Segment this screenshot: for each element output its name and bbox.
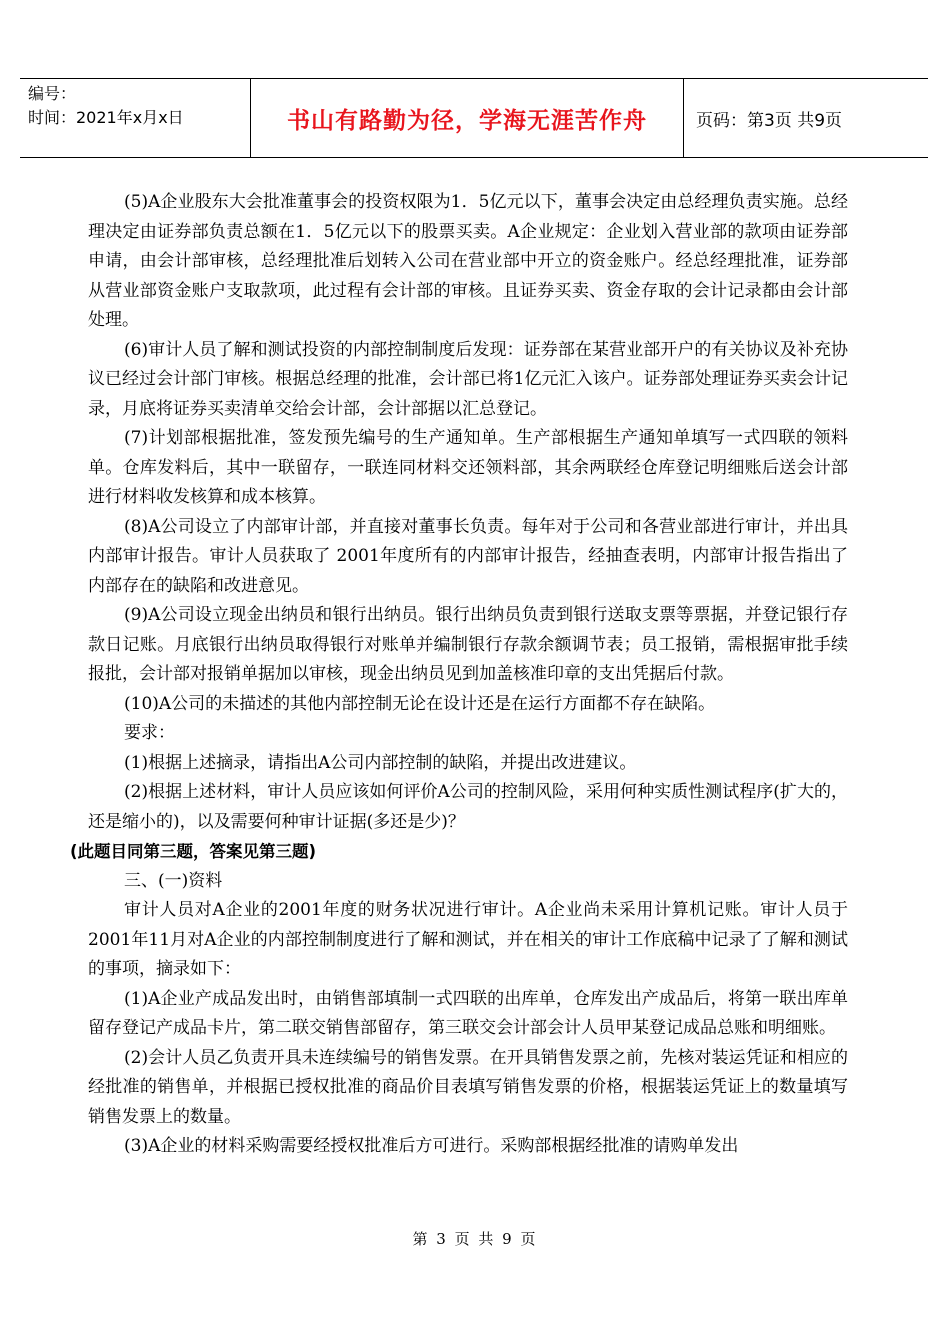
paragraph-9: (9)A公司设立现金出纳员和银行出纳员。银行出纳员负责到银行送取支票等票据，并登记银行存款日记账。月底银行出纳员取得银行对账单并编制银行存款余额调节表；员工报销，需根据审批手续报批，会计部对报销单据加以审核，现金出纳员见到加盖核准印章的支出凭据后付款。	[88, 605, 848, 684]
section-3-intro: 审计人员对A企业的2001年度的财务状况进行审计。A企业尚未采用计算机记账。审计人员于2001年11月对A企业的内部控制制度进行了解和测试，并在相关的审计工作底稿中记录了了解和测试的事项，摘录如下：	[88, 900, 848, 979]
paragraph-10: (10)A公司的未描述的其他内部控制无论在设计还是在运行方面都不存在缺陷。	[124, 693, 716, 714]
page-footer: 第 3 页 共 9 页	[412, 1230, 538, 1248]
paragraph-8: (8)A公司设立了内部审计部，并直接对董事长负责。每年对于公司和各营业部进行审计，并出具内部审计报告。审计人员获取了 2001年度所有的内部审计报告，经抽查表明，内部审计报告指出了内部存在的缺陷和改进意见。	[88, 516, 848, 596]
page-header	[20, 78, 928, 158]
document-body	[70, 188, 848, 1162]
document-number-label: 编号：	[28, 84, 77, 103]
requirements-heading: 要求：	[124, 723, 175, 743]
section-3-heading: 三、(一)资料	[124, 870, 223, 891]
document-time-label: 时间：2021年x月x日	[28, 108, 184, 127]
paragraph-6: (6)审计人员了解和测试投资的内部控制制度后发现：证券部在某营业部开户的有关协议及补充协议已经过会计部门审核。根据总经理的批准，会计部已将1亿元汇入该户。证券部处理证券买卖会计记录，月底将证券买卖清单交给会计部，会计部据以汇总登记。	[88, 339, 848, 419]
section-3-item-2: (2)会计人员乙负责开具未连续编号的销售发票。在开具销售发票之前，先核对装运凭证和相应的经批准的销售单，并根据已授权批准的商品价目表填写销售发票的价格，根据装运凭证上的数量填写销售发票上的数量。	[88, 1047, 848, 1127]
requirement-2: (2)根据上述材料，审计人员应该如何评价A公司的控制风险，采用何种实质性测试程序(扩大的，还是缩小的)，以及需要何种审计证据(多还是少)？	[88, 782, 848, 832]
answer-note: (此题目同第三题，答案见第三题)	[70, 842, 317, 861]
paragraph-5: (5)A企业股东大会批准董事会的投资权限为1．5亿元以下，董事会决定由总经理负责实施。总经理决定由证券部负责总额在1．5亿元以下的股票买卖。A企业规定：企业划入营业部的款项由证券部申请，由会计部审核，总经理批准后划转入公司在营业部中开立的资金账户。经总经理批准，证券部从营业部资金账户支取款项，此过程有会计部的审核。且证券买卖、资金存取的会计记录都由会计部处理。	[88, 192, 848, 330]
section-3-item-3: (3)A企业的材料采购需要经授权批准后方可进行。采购部根据经批准的请购单发出	[124, 1136, 739, 1156]
header-meta	[20, 79, 251, 157]
header-page-label: 页码：第3页 共9页	[696, 110, 843, 131]
paragraph-7: (7)计划部根据批准，签发预先编号的生产通知单。生产部根据生产通知单填写一式四联的领料单。仓库发料后，其中一联留存，一联连同材料交还领料部，其余两联经仓库登记明细账后送会计部进行材料收发核算和成本核算。	[88, 428, 848, 507]
requirement-1: (1)根据上述摘录，请指出A公司内部控制的缺陷，并提出改进建议。	[124, 752, 637, 773]
section-3-item-1: (1)A企业产成品发出时，由销售部填制一式四联的出库单，仓库发出产成品后，将第一联出库单留存登记产成品卡片，第二联交销售部留存，第三联交会计部会计人员甲某登记成品总账和明细账。	[88, 988, 848, 1038]
header-motto: 书山有路勤为径，学海无涯苦作舟	[251, 79, 684, 157]
